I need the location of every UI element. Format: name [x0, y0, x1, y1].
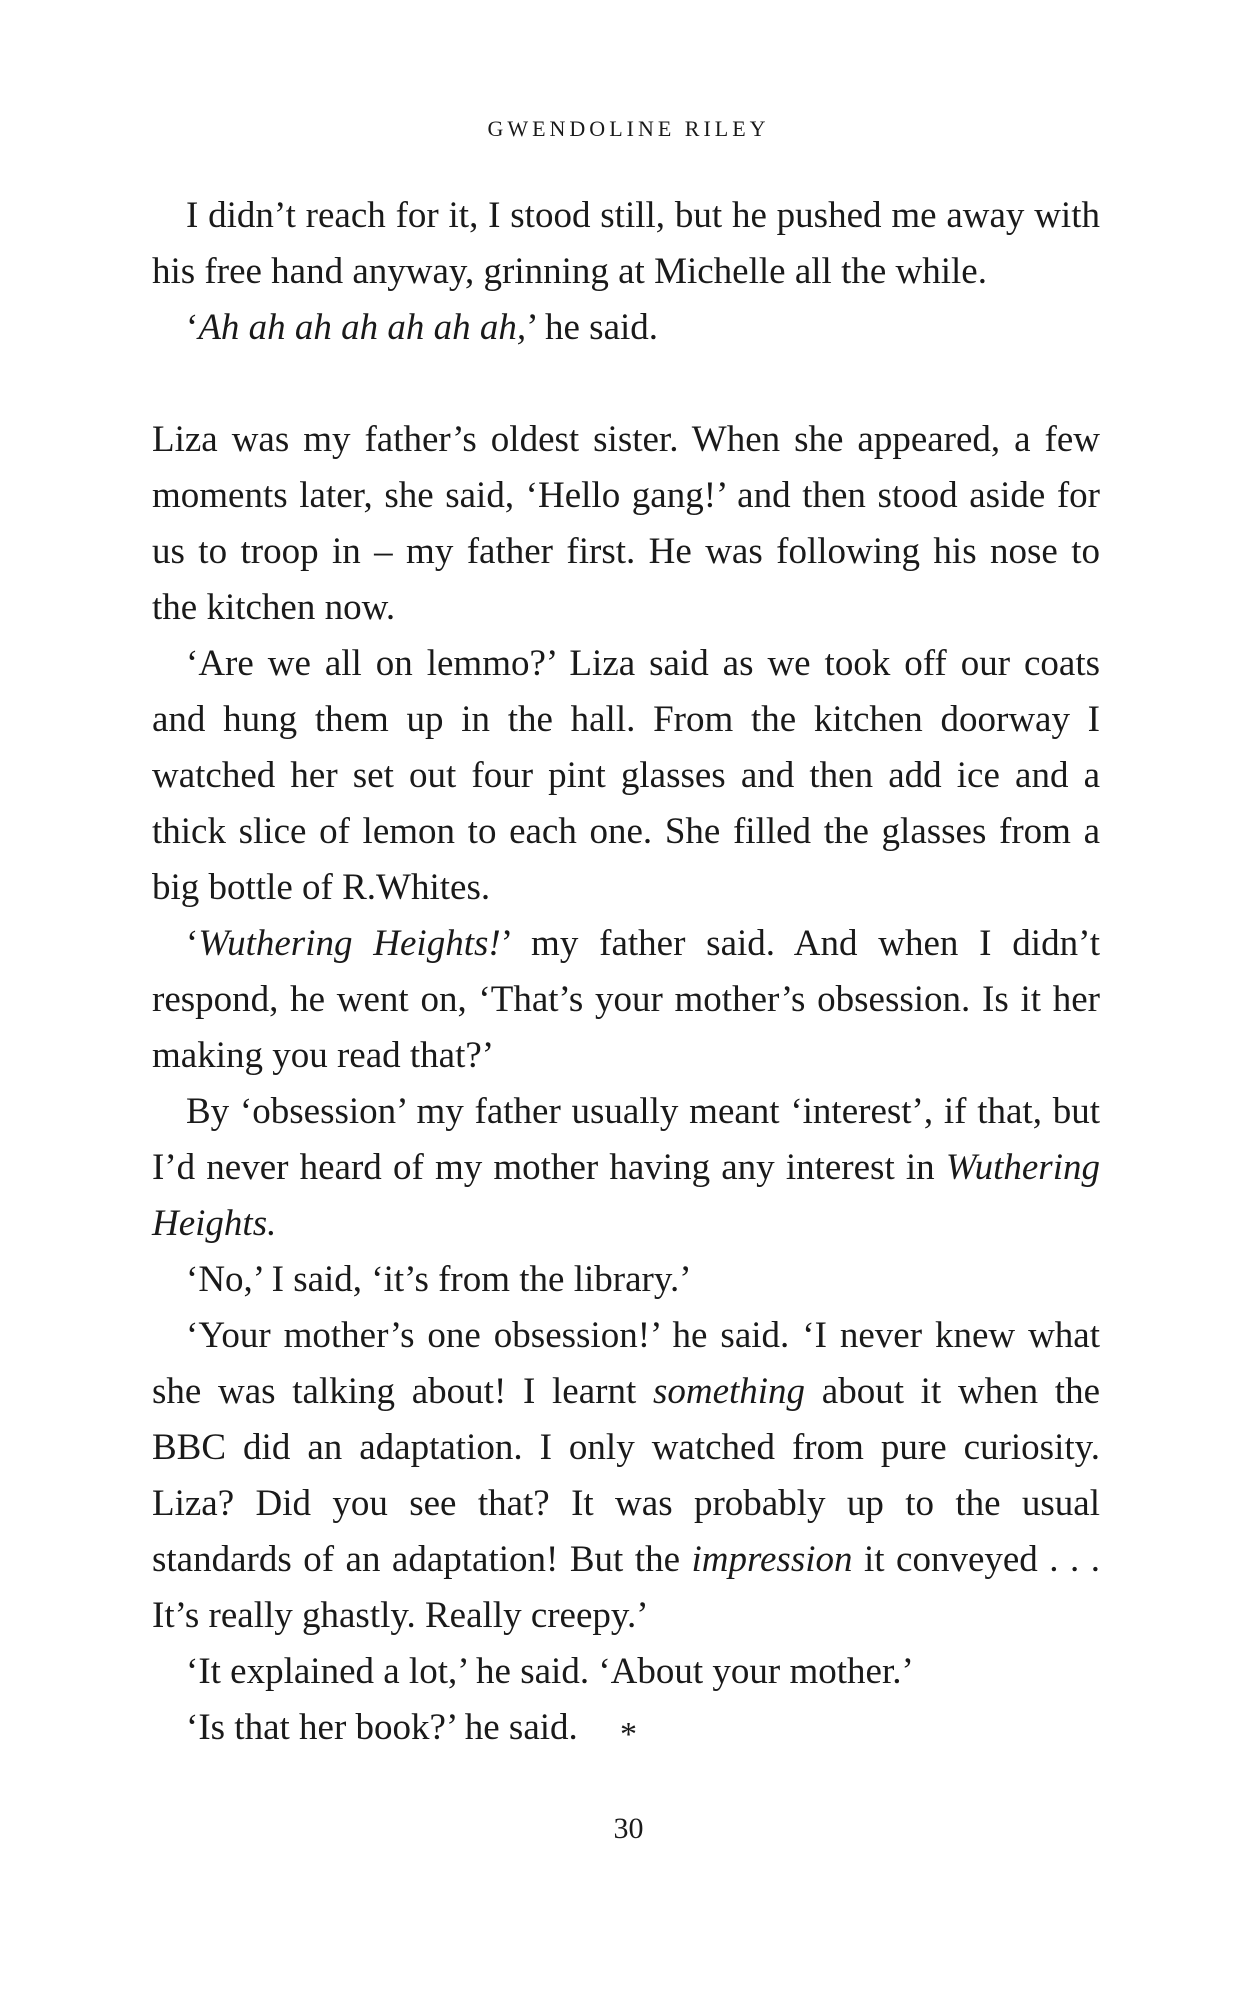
italic-run: Wuthering Heights.: [152, 1147, 1100, 1244]
section-break: *: [620, 1716, 637, 1753]
paragraph: ‘Wuthering Heights!’ my father said. And when I didn’t respond, he went on, ‘That’s your mother’s obsession. Is it her making you read that?’: [152, 923, 1100, 1076]
paragraph: By ‘obsession’ my father usually meant ‘interest’, if that, but I’d never heard of my mother having any interest in Wuthering Heights.: [152, 1091, 1100, 1244]
italic-run: something: [652, 1371, 806, 1412]
paragraph: ‘Ah ah ah ah ah ah ah,’ he said.: [186, 307, 659, 348]
running-head: GWENDOLINE RILEY: [487, 116, 770, 141]
body-text: [152, 188, 1100, 1756]
italic-run: Wuthering Heights!: [198, 923, 501, 964]
paragraph: ‘No,’ I said, ‘it’s from the library.’: [186, 1259, 692, 1300]
paragraph: ‘It explained a lot,’ he said. ‘About your mother.’: [186, 1651, 914, 1692]
paragraph: ‘Are we all on lemmo?’ Liza said as we took off our coats and hung them up in the hall. From the kitchen doorway I watched her set out four pint glasses and then add ice and a thick slice of lemon to each one. She filled the glasses from a big bottle of R.Whites.: [152, 643, 1100, 908]
paragraph: Liza was my father’s oldest sister. When she appeared, a few moments later, she said, ‘Hello gang!’ and then stood aside for us to troop in – my father first. He was following his nose to the kitchen now.: [152, 419, 1100, 628]
italic-run: impression: [691, 1539, 853, 1580]
paragraph: I didn’t reach for it, I stood still, but he pushed me away with his free hand anyway, grinning at Michelle all the while.: [152, 195, 1100, 292]
paragraph: ‘Is that her book?’ he said.: [186, 1707, 578, 1748]
italic-run: Ah ah ah ah ah ah ah,: [198, 307, 527, 348]
paragraph-gap: [152, 356, 1100, 412]
paragraph: ‘Your mother’s one obsession!’ he said. ‘I never knew what she was talking about! I learnt something about it when the BBC did an adaptation. I only watched from pure curiosity. Liza? Did you see that? It was probably up to the usual standards of an adaptation! But the impression it conveyed . . . It’s really ghastly. Really creepy.’: [152, 1315, 1101, 1636]
page-number: 30: [613, 1812, 644, 1845]
